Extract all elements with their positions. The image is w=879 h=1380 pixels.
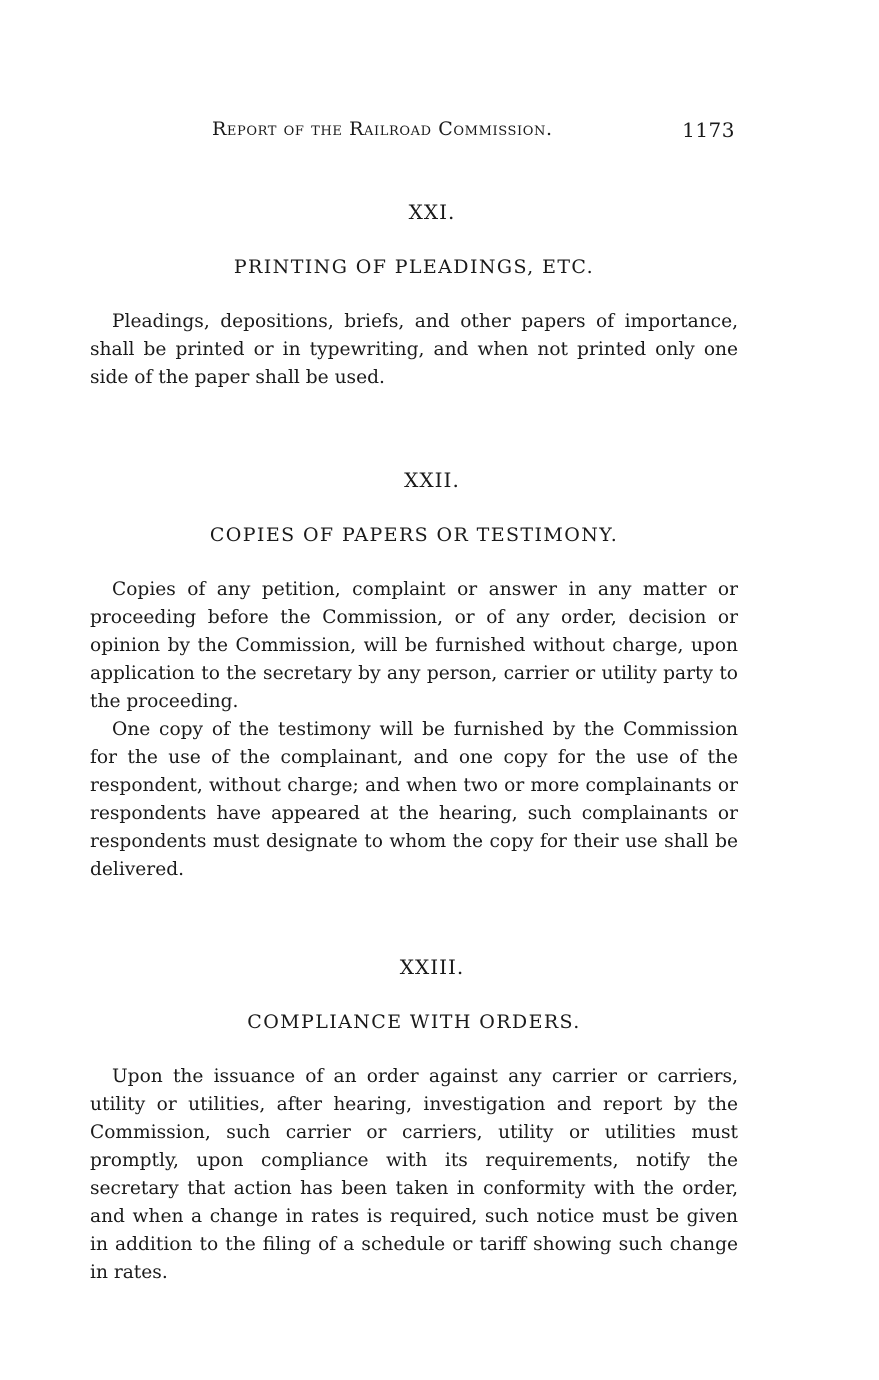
section-paragraph: Pleadings, depositions, briefs, and other papers of importance, shall be printed or in typewriting, and when not printed only one side of the paper shall be used.: [90, 311, 738, 388]
section-paragraph: Copies of any petition, complaint or answer in any matter or proceeding before the Commission, or of any order, decision or opinion by the Commission, will be furnished without charge, upon application to the secretary by any person, carrier or utility party to the proceeding.: [90, 579, 738, 712]
page-number: 1173: [682, 118, 735, 142]
section-paragraph: Upon the issuance of an order against any carrier or carriers, utility or utilities, after hearing, investigation and report by the Commission, such carrier or carriers, utility or utilities must promptly, upon compliance with its requirements, notify the secretary that action has been taken in conformity with the order, and when a change in rates is required, such notice must be given in addition to the filing of a schedule or tariff showing such change in rates.: [90, 1066, 738, 1283]
section-xxi: [90, 200, 738, 392]
section-numeral: XXI.: [408, 200, 456, 224]
section-xxii: [90, 468, 738, 884]
running-title: Report of the Railroad Commission.: [212, 118, 553, 140]
section-xxiii: [90, 955, 738, 1287]
section-numeral: XXIII.: [399, 955, 465, 979]
section-paragraph: One copy of the testimony will be furnished by the Commission for the use of the complainant, and one copy for the use of the respondent, without charge; and when two or more complainants or respondents have appeared at the hearing, such complainants or respondents must designate to whom the copy for their use shall be delivered.: [90, 719, 738, 880]
section-numeral: XXII.: [404, 468, 460, 492]
section-heading: PRINTING OF PLEADINGS, ETC.: [233, 256, 595, 278]
section-heading: COMPLIANCE WITH ORDERS.: [247, 1011, 581, 1033]
running-header: [90, 118, 735, 146]
section-heading: COPIES OF PAPERS OR TESTIMONY.: [209, 524, 619, 546]
